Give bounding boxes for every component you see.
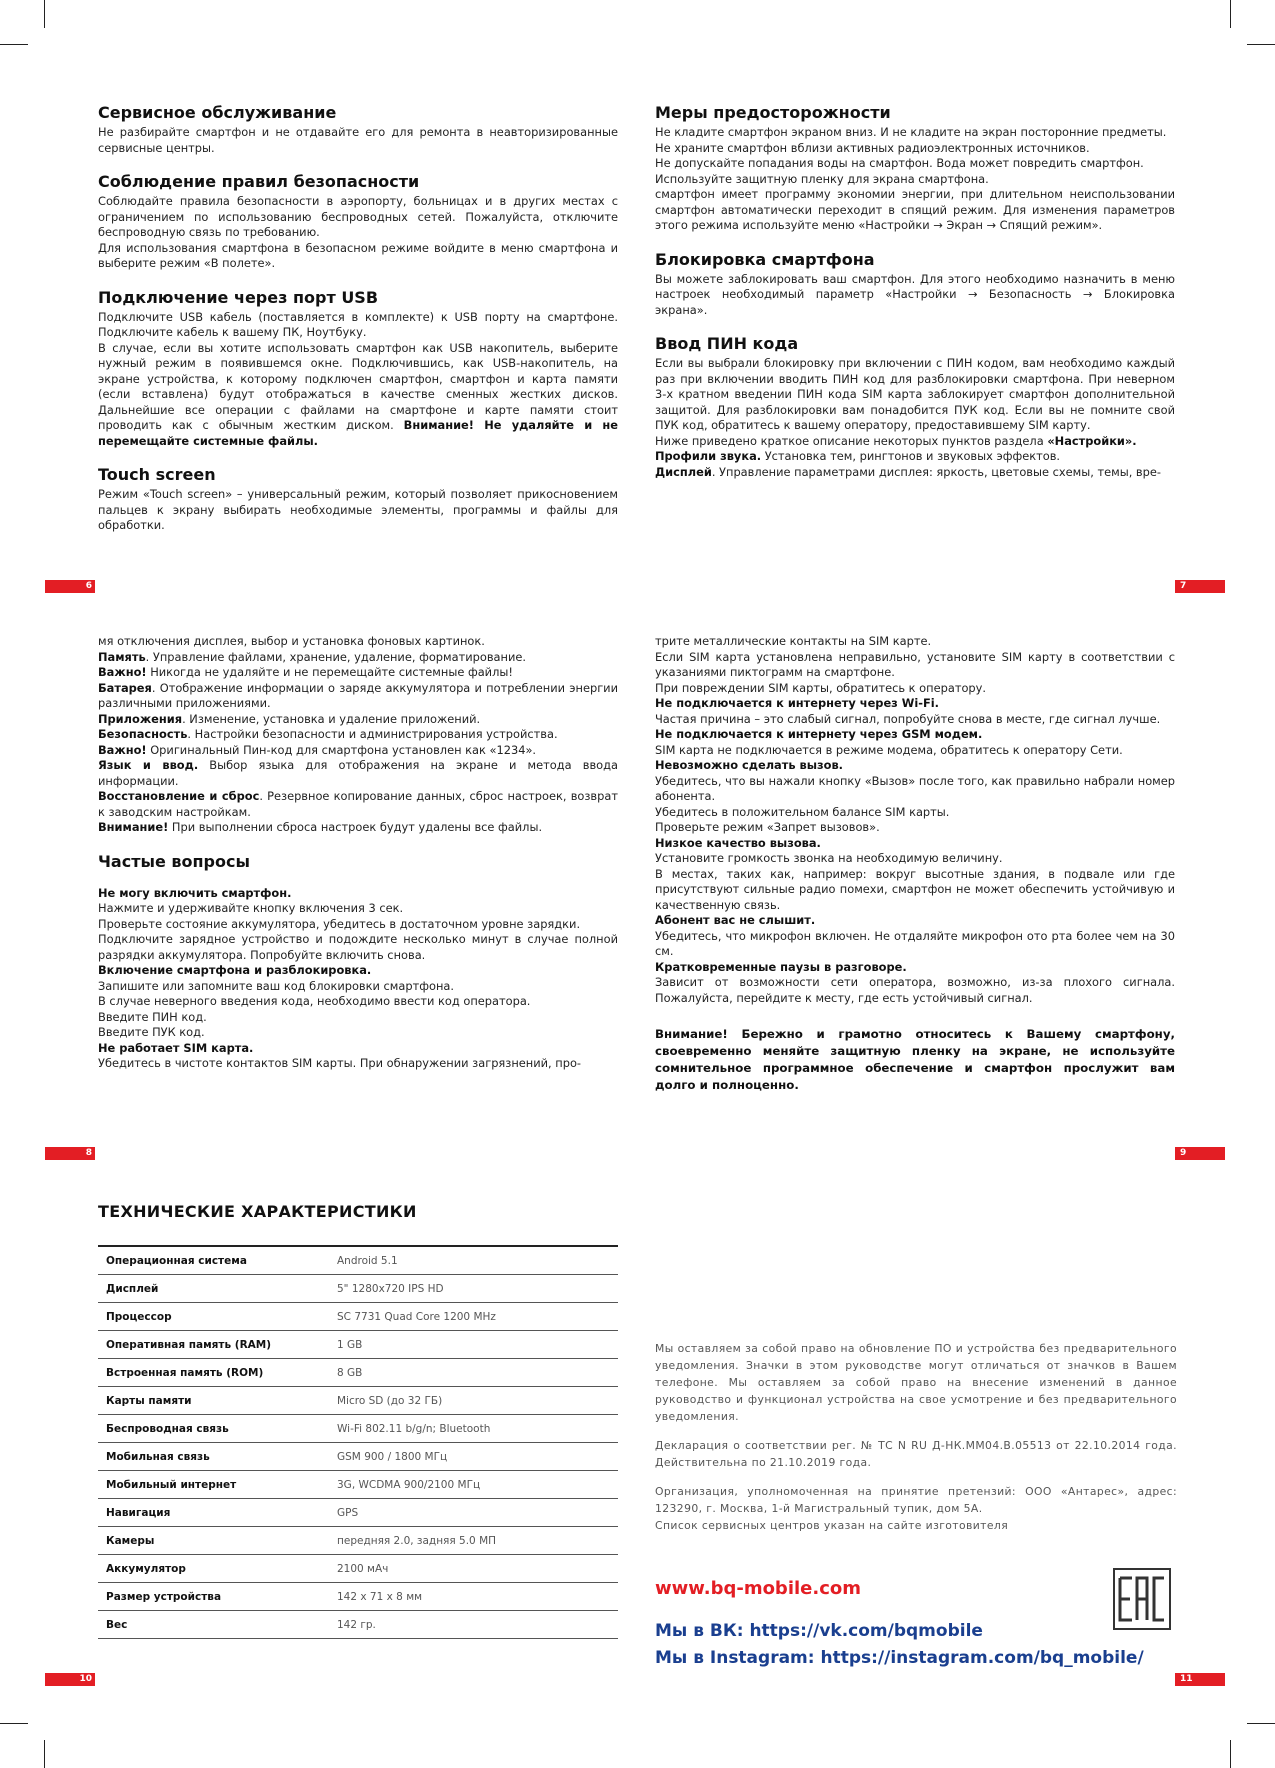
section-title-precautions: Меры предосторожности xyxy=(655,103,891,122)
crop-mark xyxy=(1230,0,1231,28)
faq-question: Низкое качество вызова. xyxy=(655,835,821,850)
paragraph: Частая причина – это слабый сигнал, попробуйте снова в месте, где сигнал лучше. xyxy=(655,711,1161,726)
specs-title: ТЕХНИЧЕСКИЕ ХАРАКТЕРИСТИКИ xyxy=(98,1202,417,1221)
spec-value: 2100 мАч xyxy=(329,1555,618,1583)
paragraph: Установите громкость звонка на необходимую величину. xyxy=(655,851,1003,865)
spec-key: Карты памяти xyxy=(98,1387,329,1415)
page-number-11: 11 xyxy=(1175,1673,1225,1686)
term-text: . Настройки безопасности и администрирования устройства. xyxy=(187,727,558,741)
page-number-9: 9 xyxy=(1175,1147,1225,1160)
paragraph: Зависит от возможности сети оператора, возможно, из-за плохого сигнала. Пожалуйста, перейдите к месту, где есть устойчивый сигнал. xyxy=(655,975,1175,1005)
paragraph-text: В случае, если вы хотите использовать смартфон как USB накопитель, выберите нужный режим в появившемся окне. Подключившись, как USB-накопитель, на экране устройства, к которому подключен смартфон, смартфон и карта памяти (если вставлена) будут отображаться в качестве сменных жестких дисков. Дальнейшие все операции с файлами на смартфоне и карте памяти стоит проводить как с обычным жестким диском. xyxy=(98,340,618,432)
paragraph: Для использования смартфона в безопасном режиме войдите в меню смартфона и выберите режим «В полете». xyxy=(98,240,618,270)
crop-mark xyxy=(0,44,28,45)
paragraph: Подключите USB кабель (поставляется в комплекте) к USB порту на смартфоне. Подключите кабель к вашему ПК, Ноутбуку. xyxy=(98,309,618,339)
paragraph xyxy=(98,665,618,681)
term-text: При выполнении сброса настроек будут удалены все файлы. xyxy=(168,820,543,834)
term-label: Язык и ввод. xyxy=(98,758,199,772)
spec-row xyxy=(98,1415,618,1443)
spec-key: Процессор xyxy=(98,1303,329,1331)
paragraph: SIM карта не подключается в режиме модема, обратитесь к оператору Сети. xyxy=(655,742,1123,757)
spec-value: GPS xyxy=(329,1499,618,1527)
paragraph: В случае неверного введения кода, необходимо ввести код оператора. xyxy=(98,994,531,1008)
legal-text: Список сервисных центров указан на сайте изготовителя xyxy=(655,1519,1009,1532)
term-label: Дисплей xyxy=(655,464,712,479)
paragraph: Не кладите смартфон экраном вниз. И не кладите на экран посторонние предметы. xyxy=(655,125,1167,139)
paragraph: Подключите зарядное устройство и подождите несколько минут в случае полной разрядки аккумулятора. Попробуйте включить снова. xyxy=(98,932,618,962)
spec-row xyxy=(98,1499,618,1527)
specs-table xyxy=(98,1245,618,1639)
term-text: . Резервное копирование данных, сброс настроек, возврат к заводским настройкам. xyxy=(98,789,618,819)
paragraph xyxy=(655,465,1175,481)
term-label: Внимание! xyxy=(98,820,169,834)
spec-value: Wi-Fi 802.11 b/g/n; Bluetooth xyxy=(329,1415,618,1443)
spec-key: Встроенная память (ROM) xyxy=(98,1359,329,1387)
spec-row xyxy=(98,1331,618,1359)
section-title-lock: Блокировка смартфона xyxy=(655,249,875,269)
term-label: Батарея xyxy=(98,680,152,695)
crop-mark xyxy=(44,0,45,28)
term-text: Оригинальный Пин-код для смартфона установлен как «1234». xyxy=(146,742,537,757)
term-text: . Изменение, установка и удаление приложений. xyxy=(182,711,481,726)
spec-key: Камеры xyxy=(98,1527,329,1555)
spec-key: Мобильная связь xyxy=(98,1443,329,1471)
spec-key: Аккумулятор xyxy=(98,1555,329,1583)
paragraph xyxy=(98,727,618,743)
paragraph xyxy=(655,449,1175,465)
paragraph: Нажмите и удерживайте кнопку включения 3 сек. xyxy=(98,901,404,915)
vk-link[interactable]: Мы в ВК: https://vk.com/bqmobile xyxy=(655,1621,983,1641)
section-title-touch: Touch screen xyxy=(98,465,216,484)
spec-value: GSM 900 / 1800 МГц xyxy=(329,1443,618,1471)
spec-row xyxy=(98,1275,618,1303)
spec-row xyxy=(98,1611,618,1639)
paragraph: Не разбирайте смартфон и не отдавайте его для ремонта в неавторизированные сервисные центры. xyxy=(98,125,618,155)
section-title-pin: Ввод ПИН кода xyxy=(655,334,799,353)
spec-value: 1 GB xyxy=(329,1331,618,1359)
spec-value: Micro SD (до 32 ГБ) xyxy=(329,1387,618,1415)
spec-value: 142 x 71 x 8 мм xyxy=(329,1583,618,1611)
paragraph: Убедитесь, что микрофон включен. Не отдаляйте микрофон ото рта более чем на 30 см. xyxy=(655,928,1175,958)
paragraph: Не храните смартфон вблизи активных радиоэлектронных источников. xyxy=(655,140,1090,155)
spec-key: Дисплей xyxy=(98,1275,329,1303)
paragraph: Проверьте состояние аккумулятора, убедитесь в достаточном уровне зарядки. xyxy=(98,916,581,931)
paragraph: смартфон имеет программу экономии энергии, при длительном неиспользовании смартфон автоматически переходит в спящий режим. Для изменения параметров этого режима используйте меню «Настройки → Экран → Спящий режим». xyxy=(655,187,1175,232)
paragraph: Используйте защитную пленку для экрана смартфона. xyxy=(655,171,989,186)
spec-row xyxy=(98,1303,618,1331)
term-label: Важно! xyxy=(98,665,147,679)
warning-text: Внимание! Бережно и грамотно относитесь к Вашему смартфону, своевременно меняйте защитную пленку на экране, не используйте сомнительное программное обеспечение и смартфон прослужит вам долго и полноценно. xyxy=(655,1027,1175,1092)
paragraph: Режим «Touch screen» – универсальный режим, который позволяет прикосновением пальцев к экрану выбирать необходимые элементы, программы и файлы для обработки. xyxy=(98,487,618,532)
legal-text: Организация, уполномоченная на принятие претензий: ООО «Антарес», адрес: 123290, г. Москва, 1-й Магистральный тупик, дом 5А. xyxy=(655,1485,1177,1515)
paragraph: Не допускайте попадания воды на смартфон. Вода может повредить смартфон. xyxy=(655,156,1144,170)
faq-question: Не работает SIM карта. xyxy=(98,1040,254,1055)
spec-row xyxy=(98,1443,618,1471)
paragraph: мя отключения дисплея, выбор и установка фоновых картинок. xyxy=(98,634,485,648)
page-number-6: 6 xyxy=(45,580,95,593)
spec-value: 5" 1280x720 IPS HD xyxy=(329,1275,618,1303)
faq-question: Не подключается к интернету через GSM модем. xyxy=(655,727,983,741)
paragraph: трите металлические контакты на SIM карте. xyxy=(655,634,932,648)
legal-notes xyxy=(655,1340,1177,1534)
crop-mark xyxy=(0,1723,28,1724)
faq-question: Включение смартфона и разблокировка. xyxy=(98,963,372,977)
spec-key: Навигация xyxy=(98,1499,329,1527)
paragraph: Убедитесь в положительном балансе SIM карты. xyxy=(655,804,950,819)
spec-value: 3G, WCDMA 900/2100 МГц xyxy=(329,1471,618,1499)
term-label: Важно! xyxy=(98,742,147,757)
crop-mark xyxy=(1230,1740,1231,1768)
term-text: . Управление файлами, хранение, удаление, форматирование. xyxy=(145,649,527,664)
paragraph: В местах, таких как, например: вокруг высотные здания, в подвале или где присутствуют сильные радио помехи, смартфон не может обеспечить устойчивую и качественную связь. xyxy=(655,866,1175,912)
paragraph xyxy=(98,681,618,712)
paragraph: Вы можете заблокировать ваш смартфон. Для этого необходимо назначить в меню настроек необходимый параметр «Настройки → Безопасность → Блокировка экрана». xyxy=(655,271,1175,317)
term-text: Выбор языка для отображения на экране и метода ввода информации. xyxy=(98,758,618,788)
instagram-link[interactable]: Мы в Instagram: https://instagram.com/bq_mobile/ xyxy=(655,1648,1144,1668)
paragraph: Убедитесь в чистоте контактов SIM карты. При обнаружении загрязнений, про- xyxy=(98,1056,582,1070)
page-8-column xyxy=(98,634,618,1072)
paragraph: Запишите или запомните ваш код блокировки смартфона. xyxy=(98,978,455,993)
page-7-column xyxy=(655,103,1175,480)
faq-question: Невозможно сделать вызов. xyxy=(655,758,844,772)
spec-value: 8 GB xyxy=(329,1359,618,1387)
paragraph xyxy=(98,650,618,666)
spec-value: 142 гр. xyxy=(329,1611,618,1639)
term-text: Установка тем, рингтонов и звуковых эффектов. xyxy=(764,449,1061,463)
spec-key: Операционная система xyxy=(98,1246,329,1275)
section-title-service: Сервисное обслуживание xyxy=(98,103,337,122)
section-title-faq: Частые вопросы xyxy=(98,851,250,871)
paragraph: Проверьте режим «Запрет вызовов». xyxy=(655,820,880,834)
faq-question: Абонент вас не слышит. xyxy=(655,913,816,927)
warning-text: Внимание! Не удаляйте и не перемещайте системные файлы. xyxy=(98,418,618,448)
term-label: Приложения xyxy=(98,711,183,726)
paragraph: Введите ПУК код. xyxy=(98,1025,205,1039)
term-label: Профили звука. xyxy=(655,449,762,463)
spec-row xyxy=(98,1527,618,1555)
paragraph xyxy=(98,743,618,759)
spec-key: Мобильный интернет xyxy=(98,1471,329,1499)
spec-key: Беспроводная связь xyxy=(98,1415,329,1443)
paragraph: Введите ПИН код. xyxy=(98,1009,207,1024)
page-number-7: 7 xyxy=(1175,580,1225,593)
legal-paragraph: Мы оставляем за собой право на обновление ПО и устройства без предварительного уведомления. Значки в этом руководстве могут отличаться от значков в Вашем телефоне. Мы оставляем за собой право на внесение изменений в данное руководство и функционал устройства на свое усмотрение и без предварительного уведомления. xyxy=(655,1342,1177,1423)
paragraph xyxy=(98,712,618,728)
spec-value: передняя 2.0, задняя 5.0 МП xyxy=(329,1527,618,1555)
legal-paragraph xyxy=(655,1483,1177,1534)
page-number-10: 10 xyxy=(45,1673,95,1686)
crop-mark xyxy=(44,1740,45,1768)
website-link[interactable]: www.bq-mobile.com xyxy=(655,1578,861,1599)
eac-mark-icon xyxy=(1113,1568,1171,1630)
spec-row xyxy=(98,1246,618,1275)
spec-row xyxy=(98,1471,618,1499)
spec-key: Размер устройства xyxy=(98,1583,329,1611)
paragraph xyxy=(98,758,618,789)
term-label: Безопасность xyxy=(98,727,188,741)
paragraph xyxy=(98,789,618,820)
settings-label: «Настройки». xyxy=(1047,433,1137,448)
page-6-column xyxy=(98,103,618,534)
spec-key: Оперативная память (RAM) xyxy=(98,1331,329,1359)
term-text: . Управление параметрами дисплея: яркость, цветовые схемы, темы, вре- xyxy=(711,464,1161,479)
paragraph: Если SIM карта установлена неправильно, установите SIM карту в соответствии с указаниями пиктограмм на смартфоне. xyxy=(655,649,1175,679)
page-9-column xyxy=(655,634,1175,1094)
crop-mark xyxy=(1247,1723,1275,1724)
spec-key: Вес xyxy=(98,1611,329,1639)
section-title-safety: Соблюдение правил безопасности xyxy=(98,172,420,191)
spec-row xyxy=(98,1583,618,1611)
paragraph: При повреждении SIM карты, обратитесь к оператору. xyxy=(655,680,987,695)
term-text: . Отображение информации о заряде аккумулятора и потреблении энергии различными приложениями. xyxy=(98,680,618,710)
faq-question: Кратковременные паузы в разговоре. xyxy=(655,959,907,974)
paragraph: Если вы выбрали блокировку при включении с ПИН кодом, вам необходимо каждый раз при включении вводить ПИН код для разблокировки смартфона. При неверном 3-х кратном введении ПИН кода SIM карта заблокирует смартфон дополнительной защитой. Для разблокировки вам понадобится ПУК код. Если вы не помните свой ПУК код, обратитесь к вашему оператору, предоставившему SIM карту. xyxy=(655,356,1175,432)
paragraph xyxy=(655,434,1175,450)
paragraph: Убедитесь, что вы нажали кнопку «Вызов» после того, как правильно набрали номер абонента. xyxy=(655,773,1175,803)
faq-question: Не могу включить смартфон. xyxy=(98,885,292,900)
term-text: Никогда не удаляйте и не перемещайте системные файлы! xyxy=(146,665,513,679)
spec-row xyxy=(98,1387,618,1415)
term-label: Восстановление и сброс xyxy=(98,789,260,803)
spec-value: SC 7731 Quad Core 1200 MHz xyxy=(329,1303,618,1331)
section-title-usb: Подключение через порт USB xyxy=(98,287,379,307)
paragraph-text: Ниже приведено краткое описание некоторых пунктов раздела xyxy=(655,433,1044,448)
faq-question: Не подключается к интернету через Wi-Fi. xyxy=(655,696,939,710)
term-label: Память xyxy=(98,649,146,664)
spec-row xyxy=(98,1555,618,1583)
legal-paragraph: Декларация о соответствии рег. № ТС N RU Д-НК.ММ04.В.05513 от 22.10.2014 года. Действительна по 21.10.2019 года. xyxy=(655,1439,1177,1469)
spec-row xyxy=(98,1359,618,1387)
spec-value: Android 5.1 xyxy=(329,1246,618,1275)
paragraph: Соблюдайте правила безопасности в аэропорту, больницах и в других местах с ограничением по использованию беспроводных сетей. Пожалуйста, отключите беспроводную связь по требованию. xyxy=(98,194,618,239)
page-number-8: 8 xyxy=(45,1147,95,1160)
crop-mark xyxy=(1247,44,1275,45)
paragraph xyxy=(98,820,618,836)
paragraph xyxy=(98,341,618,450)
